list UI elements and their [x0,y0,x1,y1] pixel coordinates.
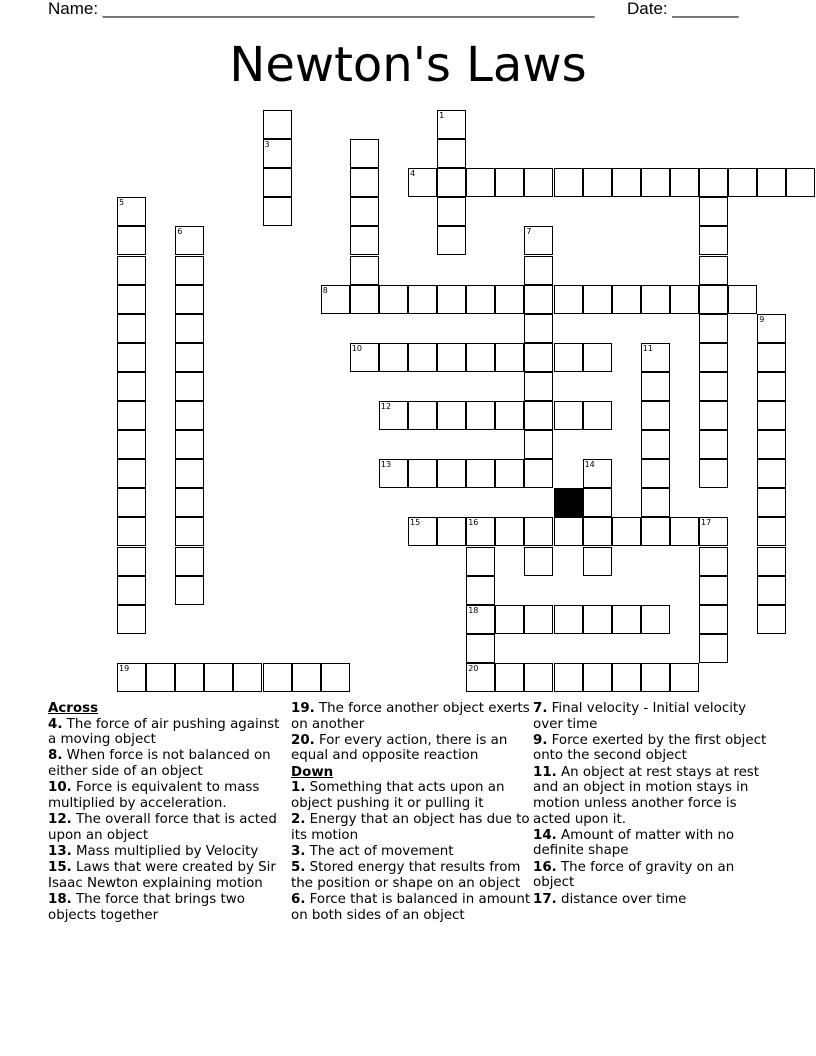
grid-cell[interactable] [350,168,379,197]
date-field-label: Date: _______ [627,0,739,18]
grid-cell[interactable] [466,168,495,197]
clue-item [533,860,773,891]
grid-cell[interactable] [583,285,612,314]
grid-cell[interactable] [175,256,204,285]
grid-cell[interactable] [641,430,670,459]
clue-item [291,844,531,860]
clue-item [291,892,531,923]
grid-cell[interactable] [437,139,466,168]
clue-number-label: 18 [468,605,479,615]
grid-cell[interactable] [408,401,437,430]
clue-item-text: The force of gravity on an object [533,859,735,891]
grid-cell[interactable] [524,256,553,285]
clue-item-text: Final velocity - Initial velocity over time [533,701,747,732]
grid-cell[interactable] [466,285,495,314]
clue-number-label: 16 [468,518,479,528]
grid-cell[interactable] [379,285,408,314]
grid-cell[interactable] [524,547,553,576]
grid-cell[interactable] [524,430,553,459]
grid-cell[interactable] [757,576,786,605]
grid-cell[interactable] [524,226,553,255]
clue-number-label: 12 [380,402,392,411]
clue-item-text: Force is equivalent to mass multiplied by acceleration. [48,780,260,811]
clue-item-number: 17. [533,891,557,907]
clue-item-number: 12. [48,812,72,828]
clue-number-label: 13 [380,460,392,470]
clue-item-number: 3. [291,844,306,860]
clue-number-label: 9 [759,314,765,324]
grid-cell[interactable] [117,488,146,517]
grid-cell[interactable] [175,372,204,401]
grid-cell[interactable] [175,547,204,576]
grid-cell[interactable] [117,401,146,430]
grid-cell[interactable] [437,226,466,255]
grid-cell[interactable] [117,576,146,605]
clue-item [291,780,531,811]
grid-cell[interactable] [641,343,670,372]
grid-cell[interactable] [321,285,350,314]
clue-item [291,701,531,732]
clue-item [533,828,773,859]
grid-cell[interactable] [175,401,204,430]
clue-item-number: 7. [533,701,548,716]
grid-cell[interactable] [670,285,699,314]
grid-cell[interactable] [554,343,583,372]
grid-cell[interactable] [554,517,583,546]
grid-cell[interactable] [175,343,204,372]
grid-cell[interactable] [175,314,204,343]
grid-cell[interactable] [612,605,641,634]
grid-cell[interactable] [612,168,641,197]
across-clues-list-continued [291,701,531,764]
grid-cell[interactable] [466,517,495,546]
grid-cell[interactable] [583,605,612,634]
clue-item-text: The act of movement [305,844,454,860]
clue-column-3 [533,701,773,908]
clue-item [533,892,773,908]
clue-item-text: For every action, there is an equal and opposite reaction [291,732,508,764]
clue-item [48,812,288,843]
grid-cell[interactable] [292,663,321,692]
clue-item [291,812,531,843]
clue-item-text: When force is not balanced on either side of an object [48,748,271,780]
clue-number-label: 17 [701,518,712,528]
grid-cell[interactable] [583,168,612,197]
clue-item-number: 14. [533,827,557,843]
down-heading: Down [291,764,334,780]
clue-item-text: Energy that an object has due to its motion [291,812,530,843]
grid-cell[interactable] [495,343,524,372]
clue-item [48,860,288,891]
grid-cell[interactable] [757,605,786,634]
grid-cell[interactable] [495,401,524,430]
grid-cell[interactable] [757,430,786,459]
grid-cell[interactable] [699,459,728,488]
grid-cell[interactable] [175,430,204,459]
grid-cell[interactable] [583,488,612,517]
grid-cell[interactable] [554,663,583,692]
clue-item-text: Force exerted by the first object onto the second object [533,732,767,764]
grid-cell[interactable] [757,488,786,517]
clue-item-text: Stored energy that results from the position or shape on an object [291,860,521,891]
grid-cell[interactable] [554,285,583,314]
clue-number-label: 6 [177,227,183,237]
grid-cell[interactable] [117,430,146,459]
clue-item-number: 11. [533,764,557,780]
grid-cell[interactable] [117,343,146,372]
clue-item-text: Mass multiplied by Velocity [71,844,259,860]
clue-item [291,733,531,764]
grid-cell[interactable] [670,168,699,197]
clue-item-text: distance over time [556,891,687,907]
clue-item-number: 1. [291,780,306,796]
grid-cell[interactable] [437,197,466,226]
grid-cell[interactable] [583,663,612,692]
clue-item-text: The force another object exerts on another [291,701,530,732]
clue-item-text: An object at rest stays at rest and an object in motion stays in motion unless another force is acted upon it. [533,764,760,827]
grid-cell[interactable] [495,459,524,488]
clue-item-text: The overall force that is acted upon an object [48,812,277,843]
clue-item-number: 18. [48,892,72,908]
grid-cell[interactable] [699,256,728,285]
grid-cell[interactable] [408,459,437,488]
grid-cell[interactable] [699,634,728,663]
grid-cell[interactable] [699,285,728,314]
clue-item-text: Something that acts upon an object pushing it or pulling it [291,780,505,811]
grid-cell[interactable] [466,459,495,488]
clue-item [48,892,288,923]
clue-number-label: 5 [119,198,125,208]
grid-cell[interactable] [495,285,524,314]
clue-item-number: 2. [291,812,306,828]
grid-cell[interactable] [583,401,612,430]
grid-cell[interactable] [466,401,495,430]
grid-cell[interactable] [641,488,670,517]
grid-cell[interactable] [175,226,204,255]
grid-cell[interactable] [524,372,553,401]
grid-cell[interactable] [117,372,146,401]
grid-cell[interactable] [641,372,670,401]
grid-cell[interactable] [175,488,204,517]
grid-cell[interactable] [117,314,146,343]
grid-cell[interactable] [641,517,670,546]
grid-cell[interactable] [437,517,466,546]
grid-cell[interactable] [495,663,524,692]
grid-cell[interactable] [757,168,786,197]
grid-cell[interactable] [583,343,612,372]
grid-cell[interactable] [524,168,553,197]
grid-cell[interactable] [554,605,583,634]
clue-item-number: 8. [48,748,63,764]
name-field-label: Name: ____________________________________________________ [48,0,595,18]
clue-item-number: 16. [533,859,557,875]
clue-item-text: Force that is balanced in amount on both sides of an object [291,892,531,923]
clue-column-2 [291,701,531,924]
grid-cell[interactable] [263,197,292,226]
grid-cell[interactable] [350,285,379,314]
grid-cell[interactable] [670,517,699,546]
grid-cell[interactable] [524,285,553,314]
grid-cell[interactable] [786,168,815,197]
grid-cell[interactable] [757,517,786,546]
across-heading: Across [48,701,99,716]
grid-cell[interactable] [437,168,466,197]
clue-item [533,733,773,764]
grid-cell[interactable] [379,343,408,372]
grid-cell[interactable] [408,168,437,197]
grid-cell[interactable] [175,663,204,692]
clue-item [48,717,288,748]
grid-cell[interactable] [699,372,728,401]
grid-cell[interactable] [321,663,350,692]
clue-item-number: 9. [533,732,548,748]
grid-cell[interactable] [495,168,524,197]
grid-cell[interactable] [641,168,670,197]
clue-number-label: 14 [584,460,595,470]
grid-cell[interactable] [699,401,728,430]
grid-cell[interactable] [757,343,786,372]
grid-cell[interactable] [117,517,146,546]
grid-cell[interactable] [437,110,466,139]
grid-cell[interactable] [437,343,466,372]
grid-cell[interactable] [524,343,553,372]
grid-cell[interactable] [641,285,670,314]
across-clues-list [48,717,288,924]
grid-cell[interactable] [117,226,146,255]
grid-cell[interactable] [699,343,728,372]
grid-cell[interactable] [117,605,146,634]
grid-cell[interactable] [117,459,146,488]
grid-cell[interactable] [728,285,757,314]
grid-cell[interactable] [466,634,495,663]
clue-item [48,844,288,860]
grid-cell[interactable] [495,605,524,634]
grid-cell[interactable] [175,285,204,314]
grid-cell[interactable] [524,517,553,546]
grid-cell[interactable] [408,517,437,546]
grid-cell[interactable] [641,401,670,430]
grid-cell[interactable] [757,372,786,401]
grid-cell[interactable] [757,401,786,430]
grid-cell[interactable] [641,459,670,488]
grid-cell[interactable] [466,547,495,576]
grid-cell[interactable] [466,605,495,634]
grid-cell[interactable] [466,576,495,605]
grid-cell[interactable] [670,663,699,692]
clue-item-number: 19. [291,701,315,716]
grid-cell[interactable] [350,343,379,372]
grid-cell[interactable] [379,459,408,488]
clue-item-number: 10. [48,780,72,796]
grid-cell[interactable] [117,663,146,692]
clue-item-text: The force that brings two objects together [48,892,245,923]
clue-item-number: 5. [291,860,306,876]
grid-cell[interactable] [117,197,146,226]
clue-item-text: Laws that were created by Sir Isaac Newton explaining motion [48,860,276,891]
grid-cell[interactable] [641,605,670,634]
clue-item [533,765,773,827]
grid-cell[interactable] [583,547,612,576]
clue-item-number: 4. [48,716,63,732]
grid-cell[interactable] [699,168,728,197]
grid-cell[interactable] [263,139,292,168]
grid-cell[interactable] [699,517,728,546]
grid-cell[interactable] [728,168,757,197]
grid-cell[interactable] [612,517,641,546]
grid-cell[interactable] [146,663,175,692]
down-clues-list-continued [533,701,773,907]
clue-number-label: 10 [351,343,362,353]
grid-cell[interactable] [524,401,553,430]
grid-cell[interactable] [437,285,466,314]
grid-cell[interactable] [757,459,786,488]
grid-cell[interactable] [524,314,553,343]
grid-cell[interactable] [699,314,728,343]
grid-cell[interactable] [612,663,641,692]
grid-cell[interactable] [612,285,641,314]
clue-number-label: 3 [264,140,270,150]
clue-item-number: 15. [48,860,72,876]
clue-item [48,748,288,779]
grid-cell[interactable] [350,197,379,226]
grid-cell[interactable] [757,547,786,576]
grid-cell[interactable] [379,401,408,430]
grid-cell[interactable] [263,168,292,197]
grid-cell[interactable] [263,663,292,692]
grid-cell[interactable] [350,256,379,285]
grid-cell[interactable] [554,401,583,430]
grid-cell[interactable] [699,197,728,226]
clue-number-label: 8 [322,285,328,295]
black-square [554,488,583,517]
grid-cell[interactable] [554,168,583,197]
grid-cell[interactable] [583,459,612,488]
clue-number-label: 15 [410,518,421,528]
clue-number-label: 11 [642,343,653,353]
clue-item [533,701,773,732]
grid-cell[interactable] [350,226,379,255]
grid-cell[interactable] [117,256,146,285]
grid-cell[interactable] [699,226,728,255]
clue-number-label: 7 [526,227,532,237]
grid-cell[interactable] [175,459,204,488]
grid-cell[interactable] [699,605,728,634]
clue-number-label: 19 [119,663,130,673]
clue-item [48,780,288,811]
grid-cell[interactable] [524,663,553,692]
clue-item-number: 20. [291,732,315,748]
clue-item-text: The force of air pushing against a moving object [48,716,280,748]
grid-cell[interactable] [175,576,204,605]
grid-cell[interactable] [641,663,670,692]
grid-cell[interactable] [466,343,495,372]
grid-cell[interactable] [757,314,786,343]
clue-item-number: 6. [291,892,306,908]
clue-item [291,860,531,891]
clue-column-1 [48,701,288,924]
grid-cell[interactable] [117,547,146,576]
grid-cell[interactable] [583,517,612,546]
grid-cell[interactable] [699,430,728,459]
grid-cell[interactable] [350,139,379,168]
down-clues-list [291,780,531,923]
grid-cell[interactable] [699,576,728,605]
grid-cell[interactable] [495,517,524,546]
clue-item-number: 13. [48,844,72,860]
grid-cell[interactable] [699,547,728,576]
clue-number-label: 4 [410,169,416,179]
grid-cell[interactable] [233,663,262,692]
grid-cell[interactable] [408,343,437,372]
clue-number-label: 20 [468,663,479,673]
grid-cell[interactable] [437,401,466,430]
grid-cell[interactable] [263,110,292,139]
grid-cell[interactable] [117,285,146,314]
grid-cell[interactable] [466,663,495,692]
grid-cell[interactable] [437,459,466,488]
grid-cell[interactable] [175,517,204,546]
grid-cell[interactable] [524,459,553,488]
page-title: Newton's Laws [229,37,587,93]
grid-cell[interactable] [408,285,437,314]
grid-cell[interactable] [524,605,553,634]
clue-number-label: 1 [439,111,445,120]
grid-cell[interactable] [204,663,233,692]
clue-item-text: Amount of matter with no definite shape [533,827,735,859]
